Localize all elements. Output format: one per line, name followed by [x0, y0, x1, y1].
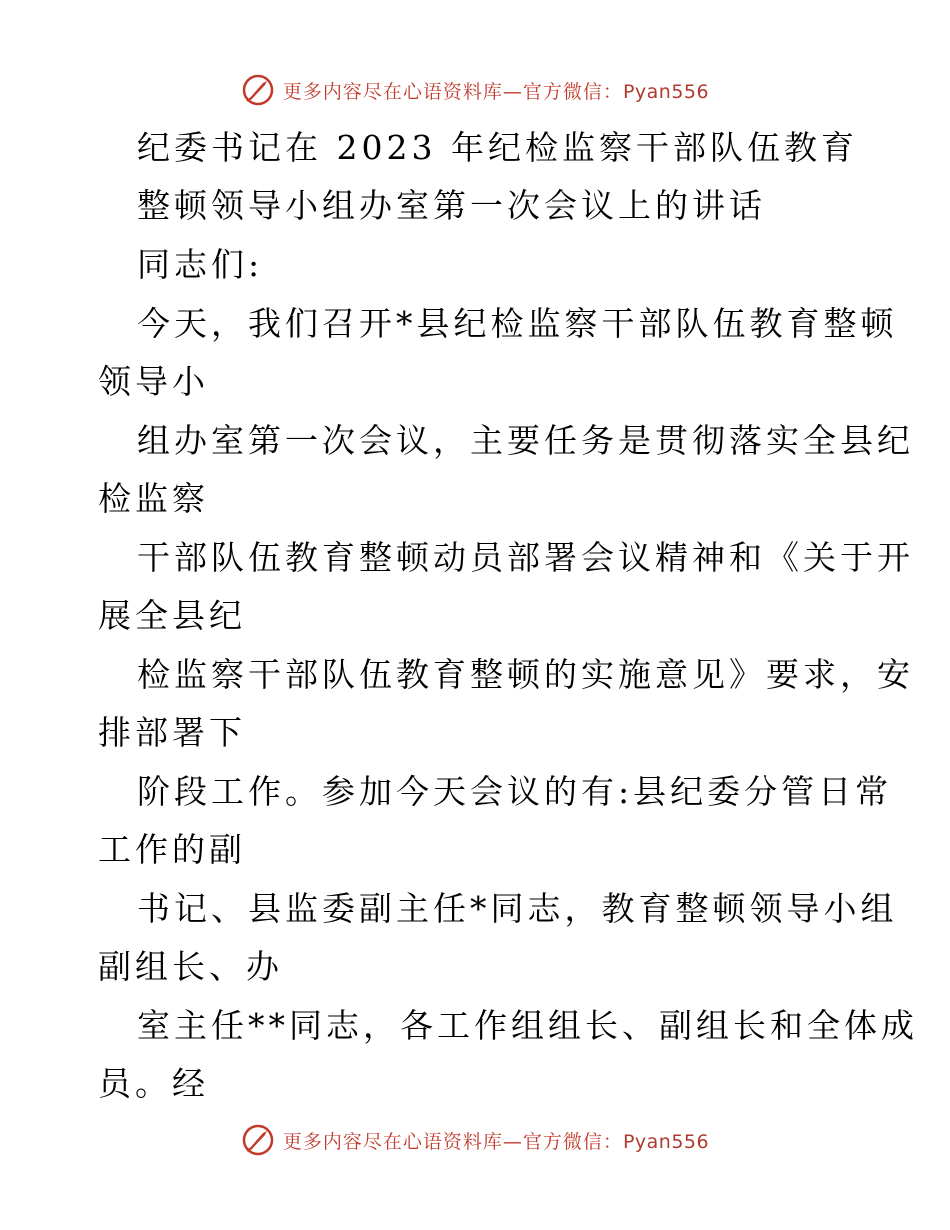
document-title-line-2: 整顿领导小组办室第一次会议上的讲话	[137, 186, 766, 225]
watermark-separator: —	[502, 1130, 523, 1153]
paragraph-line: 组办室第一次会议，主要任务是贯彻落实全县纪	[137, 421, 914, 460]
watermark-text: 更多内容尽在心语资料库—官方微信：Pyan556	[282, 1130, 710, 1153]
paragraph-line: 室主任**同志，各工作组组长、副组长和全体成	[137, 1006, 918, 1045]
paragraph-line: 今天，我们召开*县纪检监察干部队伍教育整顿	[137, 304, 898, 343]
salutation: 同志们:	[137, 245, 264, 284]
paragraph-line: 检监察干部队伍教育整顿的实施意见》要求，安	[137, 655, 914, 694]
watermark-contact-label: 官方微信：	[522, 80, 623, 103]
quill-pen-circle-icon	[241, 1123, 275, 1157]
paragraph-line: 领导小	[98, 362, 209, 401]
quill-pen-circle-icon	[241, 73, 275, 107]
paragraph-line: 书记、县监委副主任*同志，教育整顿领导小组	[137, 889, 898, 928]
paragraph-line: 检监察	[98, 479, 209, 518]
watermark-contact-label: 官方微信：	[522, 1130, 623, 1153]
watermark-contact-id: Pyan556	[622, 1130, 710, 1153]
paragraph-line: 排部署下	[98, 713, 246, 752]
paragraph-line: 工作的副	[98, 830, 246, 869]
paragraph-line: 干部队伍教育整顿动员部署会议精神和《关于开	[137, 538, 914, 577]
document-title-line-1: 纪委书记在 2023 年纪检监察干部队伍教育	[137, 128, 858, 167]
paragraph-line: 展全县纪	[98, 596, 246, 635]
footer-watermark	[0, 1120, 950, 1160]
watermark-text: 更多内容尽在心语资料库—官方微信：Pyan556	[282, 80, 710, 103]
paragraph-line: 阶段工作。参加今天会议的有:县纪委分管日常	[137, 772, 893, 811]
watermark-contact-id: Pyan556	[622, 80, 710, 103]
paragraph-line: 副组长、办	[98, 947, 283, 986]
paragraph-line: 员。经	[98, 1064, 209, 1103]
watermark-separator: —	[502, 80, 523, 103]
header-watermark	[0, 70, 950, 110]
